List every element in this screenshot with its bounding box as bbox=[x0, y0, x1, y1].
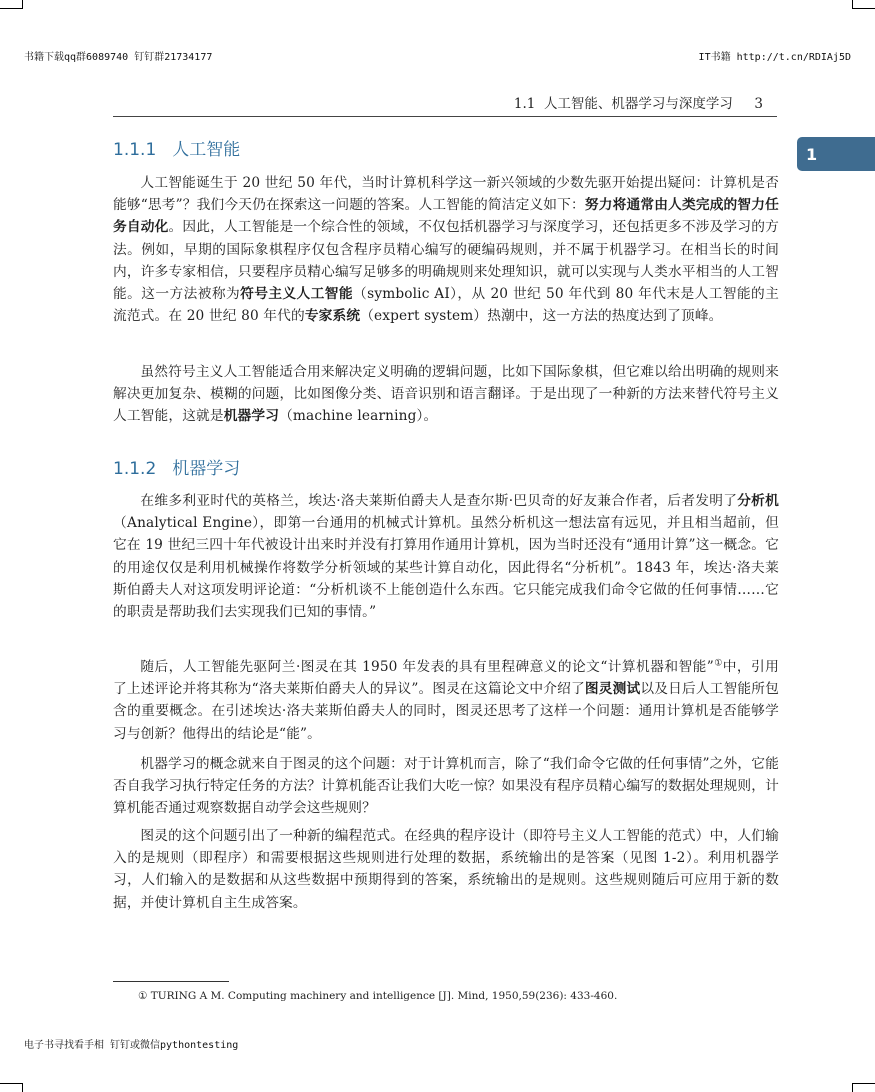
section-number: 1.1.2 bbox=[113, 459, 157, 479]
text-run: 。因此，人工智能是一个综合性的领域，不仅包括机器学习与深度学习，还包括更多不涉及学习的方法。例如，早期的国际象棋程序仅包含程序员精心编写的硬编码规则，并不属于机器学习。在相当长的时间内，许多专家相信，只要程序员精心编写足够多的明确规则来处理知识，就可以实现与人类水平相当的人工智能。这一方法被称为 bbox=[113, 219, 779, 303]
text-run: 在维多利亚时代的英格兰，埃达·洛夫莱斯伯爵夫人是查尔斯·巴贝奇的好友兼合作者，后者发明了 bbox=[140, 493, 738, 509]
text-run: 图灵的这个问题引出了一种新的编程范式。在经典的程序设计（即符号主义人工智能的范式）中，人们输入的是规则（即程序）和需要根据这些规则进行处理的数据，系统输出的是答案（见图 1-2）。利用机器学习，人们输入的是数据和从这些数据中预期得到的答案，系统输出的是规则。这些规则随后可应用于新的数据，并使计算机自主生成答案。 bbox=[113, 828, 779, 911]
running-head bbox=[514, 92, 763, 112]
bold-term: 机器学习 bbox=[223, 408, 280, 425]
page-number: 3 bbox=[754, 96, 763, 112]
banner-bottom-left: 电子书寻找看手相 钉钉或微信pythontesting bbox=[24, 1040, 239, 1051]
banner-top-right: IT书籍 http://t.cn/RDIAj5D bbox=[698, 52, 851, 63]
section-title: 人工智能 bbox=[172, 140, 241, 160]
header-rule bbox=[113, 116, 777, 117]
footnote: ① TURING A M. Computing machinery and intelligence [J]. Mind, 1950,59(236): 433-460. bbox=[138, 990, 618, 1002]
bold-term: 符号主义人工智能 bbox=[240, 286, 354, 303]
paragraph bbox=[113, 361, 779, 428]
text-run: 人工智能诞生于 20 世纪 50 年代，当时计算机科学这一新兴领域的少数先驱开始提出疑问：计算机是否能够“思考”？我们今天仍在探索这一问题的答案。人工智能的简洁定义如下： bbox=[113, 175, 779, 214]
section-title: 机器学习 bbox=[172, 459, 241, 479]
running-head-section: 1.1 bbox=[513, 96, 536, 112]
section-heading-ai bbox=[113, 135, 240, 160]
bold-term: 努力将通常由人类完成的智力任务自动化 bbox=[113, 197, 779, 236]
text-run: （symbolic AI），从 20 世纪 50 年代到 80 年代末是人工智能的主流范式。在 20 世纪 80 年代的 bbox=[113, 286, 780, 325]
crop-mark bbox=[853, 1083, 875, 1084]
text-run: 随后，人工智能先驱阿兰·图灵在其 1950 年发表的具有里程碑意义的论文“计算机器和智能” bbox=[140, 659, 714, 675]
section-heading-ml bbox=[113, 454, 240, 479]
crop-mark bbox=[22, 0, 23, 9]
running-head-title: 人工智能、机器学习与深度学习 bbox=[543, 96, 733, 112]
banner-top-left: 书籍下载qq群6089740 钉钉群21734177 bbox=[24, 52, 213, 63]
crop-mark bbox=[22, 1083, 23, 1092]
bold-term: 分析机 bbox=[737, 493, 780, 509]
paragraph bbox=[113, 753, 779, 820]
crop-mark bbox=[0, 8, 22, 9]
crop-mark bbox=[852, 1083, 853, 1092]
chapter-tab: 1 bbox=[797, 137, 875, 171]
paragraph bbox=[113, 172, 779, 327]
text-run: 中，引用了上述评论并将其称为“洛夫莱斯伯爵夫人的异议”。图灵在这篇论文中介绍了 bbox=[113, 659, 779, 698]
bold-term: 专家系统 bbox=[304, 308, 361, 325]
section-number: 1.1.1 bbox=[113, 140, 157, 160]
crop-mark bbox=[0, 1083, 22, 1084]
text-run: （Analytical Engine），即第一台通用的机械式计算机。虽然分析机这一想法富有远见，并且相当超前，但它在 19 世纪三四十年代被设计出来时并没有打算用作通用计算机，因为当时还没有“通用计算”这一概念。它的用途仅仅是利用机械操作将数学分析领域的某些计算自动化，因此得名“分析机”。1843 年，埃达·洛夫莱斯伯爵夫人对这项发明评论道：“分析机谈不上能创造什么东西。它只能完成我们命令它做的任何事情……它的职责是帮助我们去实现我们已知的事情。” bbox=[113, 515, 779, 621]
footnote-ref[interactable]: ① bbox=[713, 658, 723, 669]
paragraph bbox=[113, 825, 779, 914]
text-run: 虽然符号主义人工智能适合用来解决定义明确的逻辑问题，比如下国际象棋，但它难以给出明确的规则来解决更加复杂、模糊的问题，比如图像分类、语音识别和语言翻译。于是出现了一种新的方法来替代符号主义人工智能，这就是 bbox=[113, 364, 779, 425]
text-run: （expert system）热潮中，这一方法的热度达到了顶峰。 bbox=[360, 308, 723, 325]
footnote-rule bbox=[113, 981, 229, 982]
crop-mark bbox=[853, 8, 875, 9]
text-run: 以及日后人工智能所包含的重要概念。在引述埃达·洛夫莱斯伯爵夫人的同时，图灵还思考了这样一个问题：通用计算机是否能够学习与创新？他得出的结论是“能”。 bbox=[113, 681, 779, 742]
text-run: 机器学习的概念就来自于图灵的这个问题：对于计算机而言，除了“我们命令它做的任何事情”之外，它能否自我学习执行特定任务的方法？计算机能否让我们大吃一惊？如果没有程序员精心编写的数据处理规则，计算机能否通过观察数据自动学会这些规则？ bbox=[113, 756, 779, 817]
crop-mark bbox=[852, 0, 853, 9]
paragraph bbox=[113, 656, 779, 745]
paragraph bbox=[113, 490, 779, 623]
text-run: （machine learning）。 bbox=[279, 408, 438, 425]
bold-term: 图灵测试 bbox=[584, 681, 641, 698]
